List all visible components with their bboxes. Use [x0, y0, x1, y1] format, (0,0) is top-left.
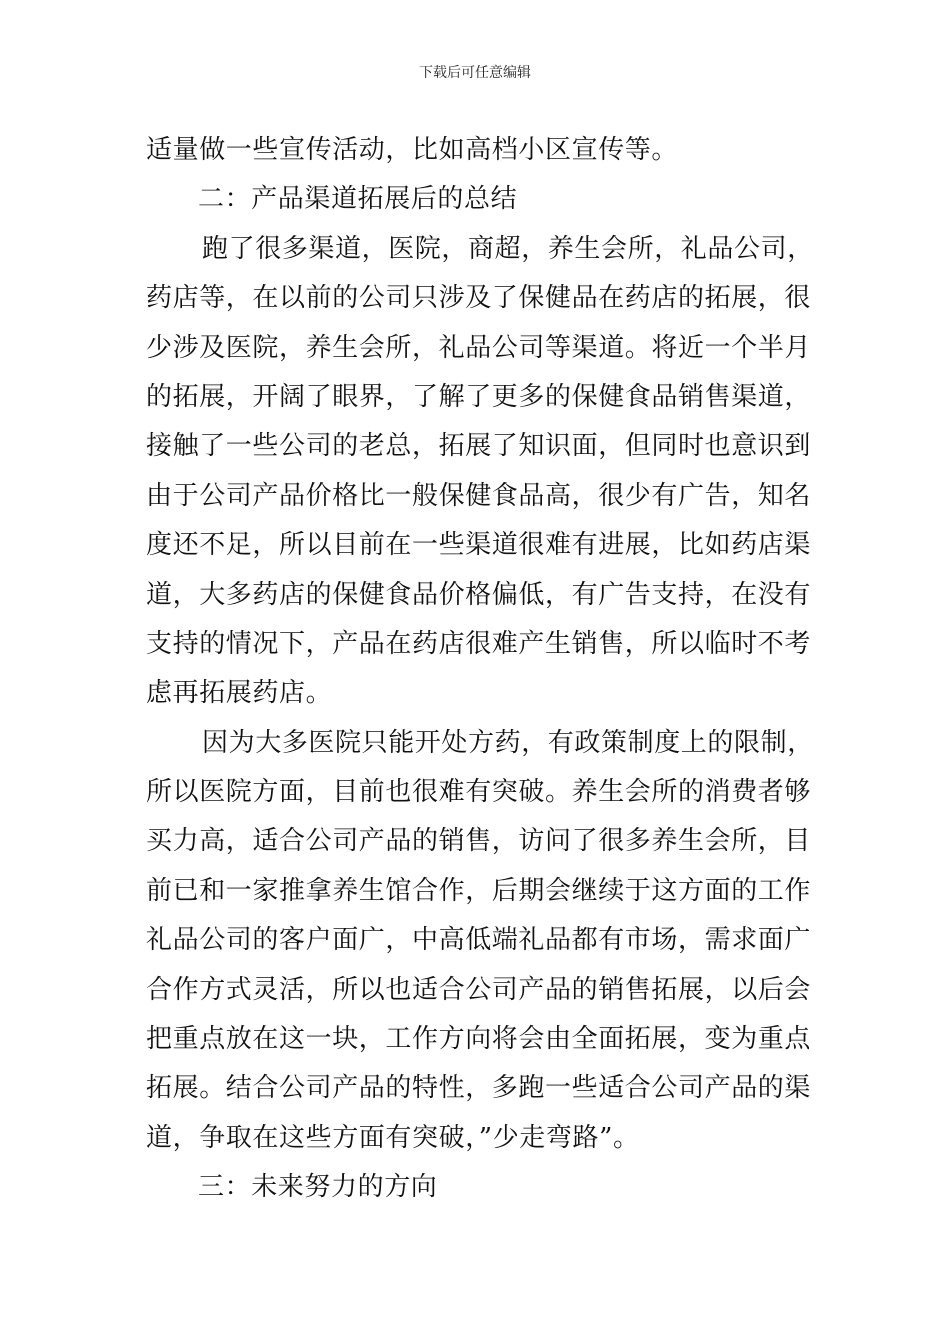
text-line: 前已和一家推拿养生馆合作，后期会继续于这方面的工作: [146, 875, 812, 906]
text-line: 拓展。结合公司产品的特性，多跑一些适合公司产品的渠: [146, 1073, 812, 1104]
text-line: 虑再拓展药店。: [146, 678, 333, 709]
text-line: 把重点放在这一块，工作方向将会由全面拓展，变为重点: [146, 1024, 812, 1055]
page-header-note: 下载后可任意编辑: [419, 65, 531, 81]
text-line: 适量做一些宣传活动，比如高档小区宣传等。: [146, 135, 679, 165]
text-line: 支持的情况下，产品在药店很难产生销售，所以临时不考: [146, 628, 812, 659]
text-line: 因为大多医院只能开处方药，有政策制度上的限制，: [202, 727, 814, 758]
section-heading: 二：产品渠道拓展后的总结: [198, 184, 518, 215]
text-line: 接触了一些公司的老总，拓展了知识面，但同时也意识到: [146, 431, 812, 462]
text-line: 药店等，在以前的公司只涉及了保健品在药店的拓展，很: [146, 283, 812, 314]
text-line: 的拓展，开阔了眼界，了解了更多的保健食品销售渠道，: [146, 381, 812, 412]
text-line: 跑了很多渠道，医院，商超，养生会所，礼品公司，: [202, 233, 814, 264]
text-line: 所以医院方面，目前也很难有突破。养生会所的消费者够: [146, 777, 812, 808]
section-heading: 三：未来努力的方向: [198, 1172, 438, 1203]
text-line: 礼品公司的客户面广，中高低端礼品都有市场，需求面广: [146, 925, 812, 956]
text-line: 买力高，适合公司产品的销售，访问了很多养生会所，目: [146, 826, 812, 857]
text-line: 道，争取在这些方面有突破，”少走弯路”。: [146, 1122, 640, 1153]
text-line: 由于公司产品价格比一般保健食品高，很少有广告，知名: [146, 480, 812, 511]
text-line: 少涉及医院，养生会所，礼品公司等渠道。将近一个半月: [146, 332, 812, 363]
text-line: 度还不足，所以目前在一些渠道很难有进展，比如药店渠: [146, 530, 812, 561]
text-line: 合作方式灵活，所以也适合公司产品的销售拓展，以后会: [146, 974, 812, 1005]
text-line: 道，大多药店的保健食品价格偏低，有广告支持，在没有: [146, 579, 812, 610]
document-body: [146, 126, 814, 1213]
